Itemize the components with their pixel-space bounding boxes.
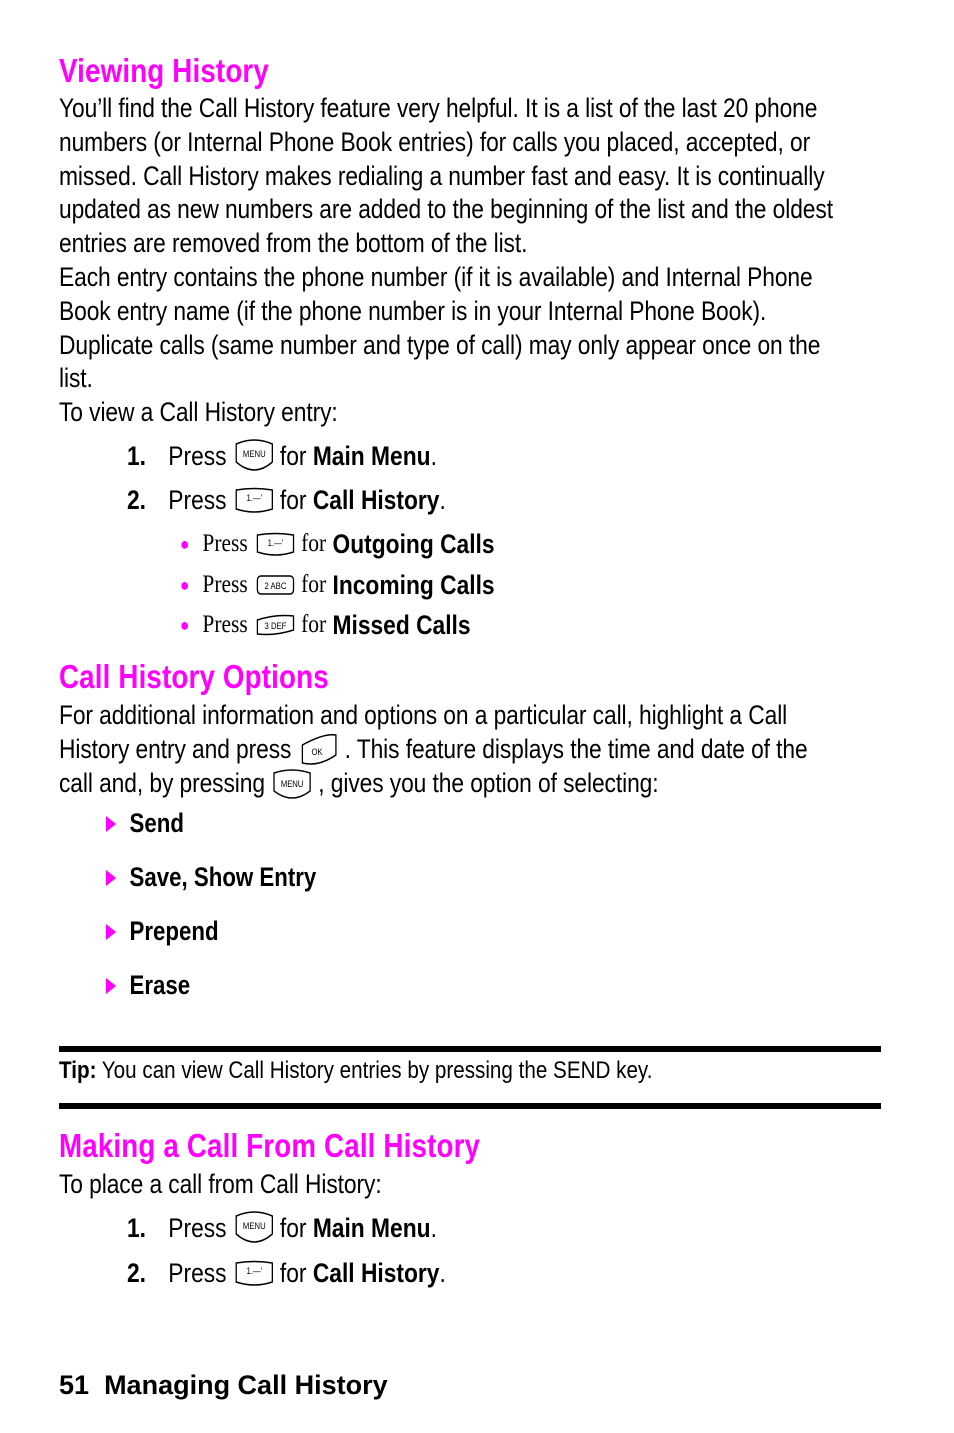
step-for-label: for [279,484,307,515]
text-line-with-menu-key [59,767,808,801]
step-target: Main Menu [312,440,431,471]
step-number: 1. [127,440,147,471]
text-fragment: . This feature displays the time and date of the [344,733,808,764]
option-erase [106,970,190,1001]
text-line: entries are removed from the bottom of the list. [59,228,528,259]
making-a-call-intro: To place a call from Call History: [59,1169,382,1199]
step-press-label: Press [168,484,227,515]
bullet-dot-icon: ● [180,614,190,635]
text-line: updated as new numbers are added to the beginning of the list and the oldest [59,194,833,225]
bullet-dot-icon: ● [180,574,190,595]
text-fragment: , gives you the option of selecting: [318,767,659,798]
step-number: 1. [127,1212,147,1243]
page-footer [59,1370,388,1401]
bullet-press-label: Press [202,530,248,557]
menu-key-icon [233,438,274,474]
key-2-icon [255,573,296,597]
step-2-call-history [127,480,446,520]
tip-top-rule [59,1046,881,1052]
step-1-main-menu [127,1208,437,1248]
step-end: . [430,440,437,471]
svg-text:1.—': 1.—' [246,492,262,504]
bullet-incoming-calls [180,567,495,603]
text-line: To view a Call History entry: [59,397,338,428]
step-target: Main Menu [312,1212,431,1243]
svg-text:1.—': 1.—' [267,537,284,549]
svg-text:2 ABC: 2 ABC [264,580,287,592]
tip-bottom-rule [59,1103,881,1109]
text-line: missed. Call History makes redialing a number fast and easy. It is continually [59,160,825,191]
key-3-icon [255,612,296,638]
option-save-show-entry [106,862,316,893]
svg-text:MENU: MENU [242,1220,266,1232]
option-send [106,808,184,839]
viewing-history-paragraph-1 [59,92,833,430]
bullet-target: Missed Calls [332,609,471,640]
step-end: . [430,1212,437,1243]
option-label: Save, Show Entry [129,862,317,892]
triangle-bullet-icon [106,978,116,994]
step-1-main-menu [127,436,437,476]
text-line: For additional information and options on a particular call, highlight a Call [59,700,788,730]
svg-text:MENU: MENU [242,448,266,460]
text-line: numbers (or Internal Phone Book entries) for calls you placed, accepted, or [59,126,811,157]
text-fragment: History entry and press [59,733,292,764]
triangle-bullet-icon [106,870,116,886]
page-number: 51 [59,1370,90,1400]
heading-making-a-call: Making a Call From Call History [59,1127,481,1164]
step-target: Call History [312,484,440,515]
text-line: Duplicate calls (same number and type of call) may only appear once on the [59,329,821,360]
option-label: Send [129,808,184,838]
step-press-label: Press [168,1257,227,1288]
bullet-dot-icon: ● [180,533,190,554]
step-2-call-history [127,1253,446,1293]
key-1-icon [255,530,296,558]
ok-key-label: OK [311,746,323,757]
heading-viewing-history: Viewing History [59,52,269,89]
tip-label: Tip: [59,1057,97,1084]
bullet-outgoing-calls [180,526,495,562]
option-prepend [106,916,219,947]
bullet-target: Incoming Calls [332,569,495,600]
text-line: You’ll find the Call History feature very helpful. It is a list of the last 20 phone [59,93,818,123]
bullet-for-label: for [301,611,327,638]
step-press-label: Press [168,440,227,471]
bullet-press-label: Press [202,611,248,638]
tip-body: You can view Call History entries by pressing the SEND key. [101,1057,653,1084]
svg-text:1.—': 1.—' [246,1265,262,1277]
menu-key-icon [272,765,313,803]
step-end: . [439,484,446,515]
step-for-label: for [279,1212,307,1243]
bullet-for-label: for [301,571,327,598]
text-fragment: call and, by pressing [59,767,265,798]
step-number: 2. [127,484,147,515]
bullet-for-label: for [301,530,327,557]
text-line: list. [59,363,93,394]
text-line-with-ok-key [59,733,808,767]
bullet-press-label: Press [202,571,248,598]
option-label: Prepend [129,916,219,946]
step-end: . [439,1257,446,1288]
step-press-label: Press [168,1212,227,1243]
menu-key-label: MENU [281,777,304,789]
step-for-label: for [279,440,307,471]
text-line: Book entry name (if the phone number is in your Internal Phone Book). [59,295,767,326]
triangle-bullet-icon [106,924,116,940]
text-line: Each entry contains the phone number (if it is available) and Internal Phone [59,261,813,292]
tip-text [59,1057,652,1085]
step-target: Call History [312,1257,440,1288]
bullet-missed-calls [180,607,471,643]
menu-key-icon [233,1210,274,1246]
option-label: Erase [129,970,191,1000]
ok-key-icon [298,731,339,769]
key-1-icon [233,1258,274,1288]
step-number: 2. [127,1257,147,1288]
triangle-bullet-icon [106,816,116,832]
heading-call-history-options: Call History Options [59,658,329,695]
chapter-title: Managing Call History [104,1370,388,1400]
svg-text:3 DEF: 3 DEF [264,620,287,632]
bullet-target: Outgoing Calls [332,528,495,559]
key-1-icon [233,485,274,515]
step-for-label: for [279,1257,307,1288]
call-history-options-paragraph [59,699,808,800]
